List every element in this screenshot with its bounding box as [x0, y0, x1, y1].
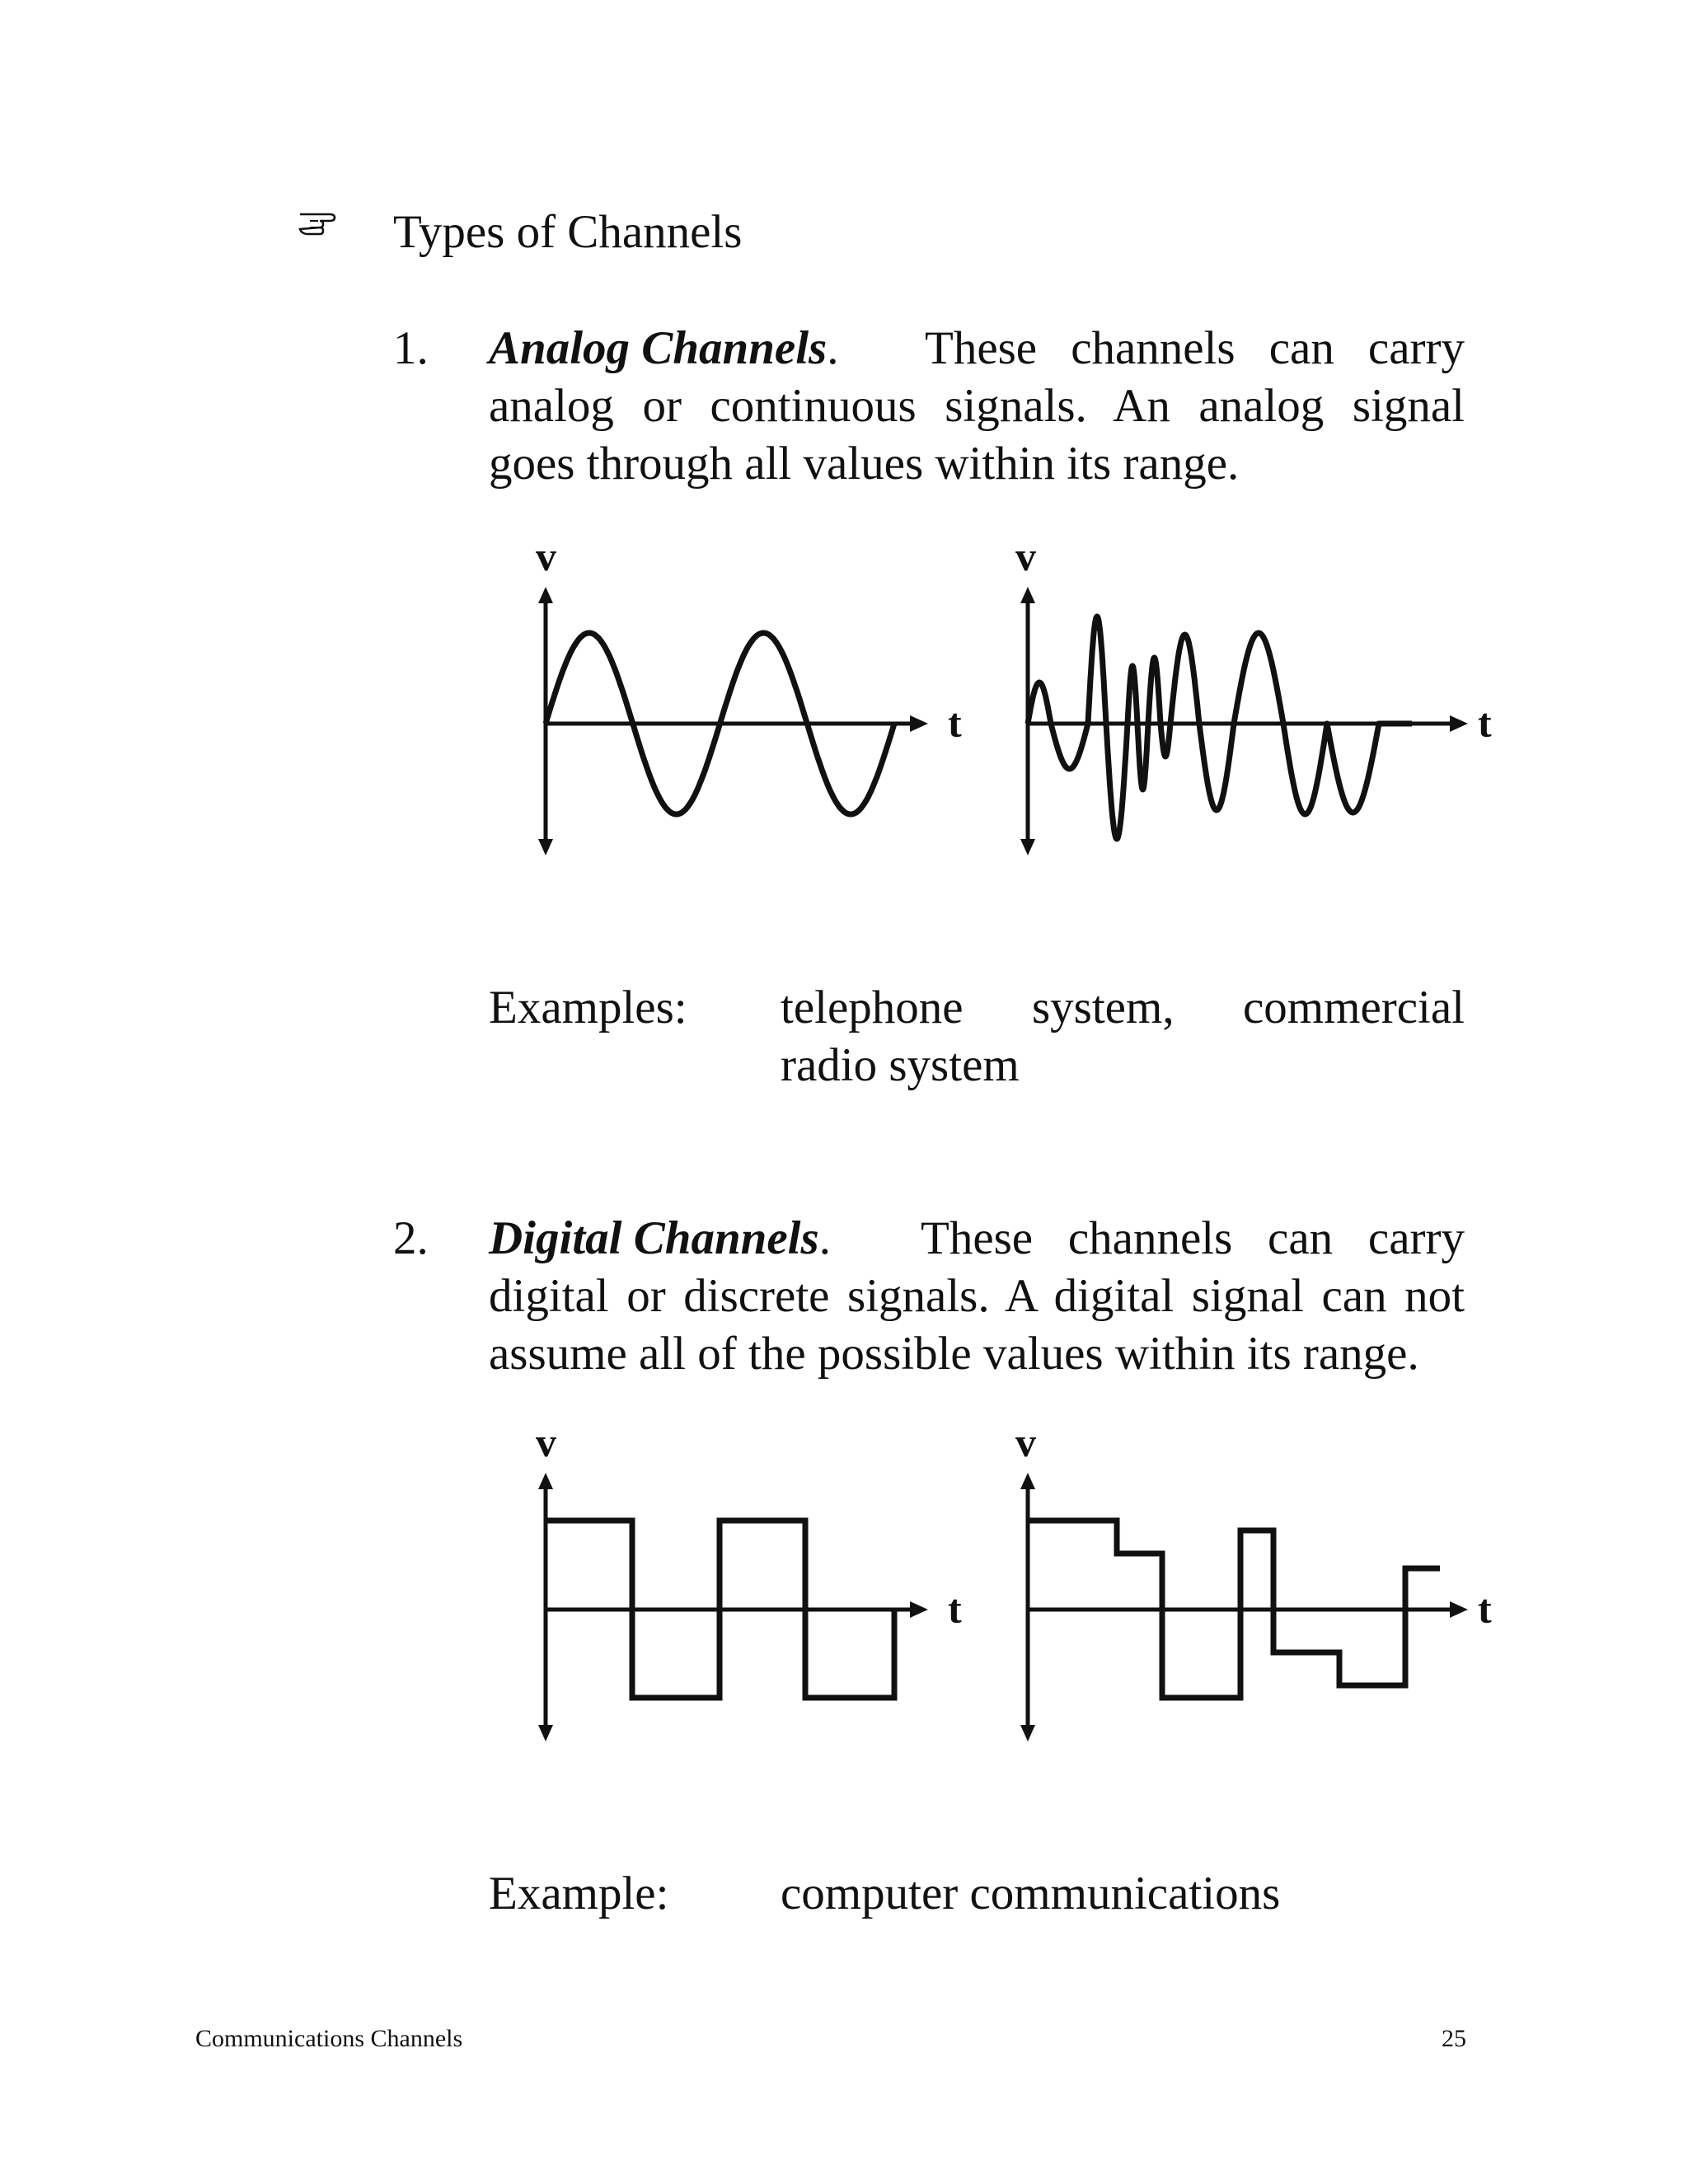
examples-line-2: radio system — [781, 1039, 1020, 1091]
item-number: 1. — [393, 322, 429, 374]
examples-line-1: telephone system, commercial — [781, 982, 1465, 1033]
digital-square-graph — [519, 1419, 981, 1760]
v-axis-label: v — [1015, 1419, 1036, 1465]
t-axis-label: t — [1478, 700, 1492, 746]
analog-sine-graph — [519, 533, 981, 874]
digital-desc-line-3: assume all of the possible values within its range. — [489, 1328, 1419, 1380]
t-axis-label: t — [948, 1586, 962, 1632]
v-axis-arrow-down — [1020, 839, 1035, 855]
v-axis-arrow-down — [538, 1725, 553, 1741]
heading-bullet — [298, 208, 341, 241]
v-axis-arrow-up — [1020, 1473, 1035, 1489]
v-axis-arrow-down — [1020, 1725, 1035, 1741]
example-label: Example: — [489, 1868, 669, 1919]
v-axis-arrow-down — [538, 839, 553, 855]
t-axis-arrow — [910, 1601, 928, 1618]
analog-desc-line-2: analog or continuous signals. An analog signal — [489, 380, 1465, 432]
analog-irregular-graph — [1001, 533, 1496, 874]
t-axis-arrow — [910, 715, 928, 732]
footer-title: Communications Channels — [195, 2025, 463, 2052]
examples-label: Examples: — [489, 982, 687, 1033]
v-axis-label: v — [536, 533, 556, 579]
analog-desc-line-1: These channels can carry — [925, 322, 1465, 374]
v-axis-label: v — [536, 1419, 556, 1465]
v-axis-label: v — [1015, 533, 1036, 579]
v-axis-arrow-up — [1020, 587, 1035, 603]
v-axis-arrow-up — [538, 1473, 553, 1489]
digital-desc-line-1: These channels can carry — [921, 1212, 1465, 1264]
digital-title-line: Digital Channels. These channels can carry — [489, 1210, 1465, 1268]
example-text: computer communications — [781, 1868, 1281, 1919]
t-axis-label: t — [948, 700, 962, 746]
digital-multilevel-graph — [1001, 1419, 1496, 1760]
analog-title-line: Analog Channels. These channels can carry — [489, 320, 1465, 377]
item-number: 2. — [393, 1212, 429, 1264]
v-axis-arrow-up — [538, 587, 553, 603]
pointing-hand-icon — [298, 208, 341, 241]
irregular-wave — [1028, 616, 1412, 839]
t-axis-label: t — [1478, 1586, 1492, 1632]
t-axis-arrow — [1450, 715, 1468, 732]
digital-title: Digital Channels — [489, 1212, 819, 1264]
analog-desc-line-3: goes through all values within its range. — [489, 438, 1240, 490]
page-number: 25 — [1442, 2025, 1466, 2052]
digital-desc-line-2: digital or discrete signals. A digital signal can not — [489, 1270, 1465, 1322]
section-heading: Types of Channels — [393, 206, 743, 258]
analog-title: Analog Channels — [489, 322, 828, 374]
t-axis-arrow — [1450, 1601, 1468, 1618]
